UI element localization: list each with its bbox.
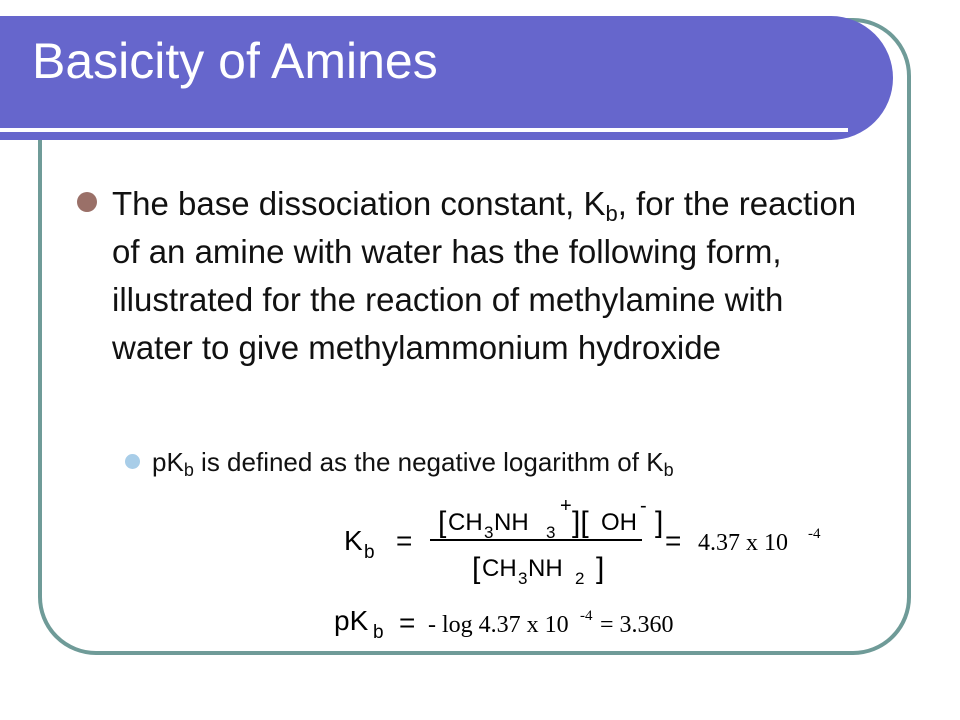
bullet1-text-a: The base dissociation constant, K [112,185,606,222]
eq1-num-bracket-close: ] [655,506,664,539]
bullet1-subscript: b [605,201,618,226]
bullet1-text-b: , for the reaction of an amine with water has the following form, illustrated for the reaction of methylamine with water to give methylammonium hydroxide [112,185,857,366]
equation-kb [344,495,821,588]
eq1-num-sub3a: 3 [484,523,494,542]
eq1-den-bracket-close: ] [596,552,605,585]
bullet2-subscript-1: b [183,460,194,480]
eq1-num-plus: + [560,495,572,517]
eq2-result: = 3.360 [594,612,674,638]
slide-title: Basicity of Amines [32,33,438,89]
eq2-equals: = [399,607,416,638]
eq2-pk: pK [334,605,369,636]
eq1-den-sub3: 3 [518,569,528,588]
eq1-num-sub3b: 3 [546,523,556,542]
eq1-num-bracket-open: [ [438,506,447,539]
eq1-den-sub2: 2 [575,569,585,588]
eq1-equals-2: = [665,525,682,556]
eq1-num-oh: OH [601,509,637,536]
eq1-k-sub: b [364,542,375,563]
eq1-den-nh: NH [528,555,563,582]
eq1-equals: = [396,525,413,556]
eq1-exponent: -4 [808,526,821,542]
eq1-value: 4.37 x 10 [698,530,788,556]
eq1-num-ch: CH [448,509,483,536]
eq1-den-ch: CH [482,555,517,582]
eq1-k: K [344,525,363,556]
eq1-num-minus: - [640,495,647,517]
eq1-den-bracket-open: [ [472,552,481,585]
equation-pkb [334,605,674,643]
eq1-num-brackets-mid: ][ [572,506,589,539]
bullet2-middle: is defined as the negative logarithm of K [193,447,664,477]
bullet2-prefix: pK [152,447,184,477]
eq1-num-nh: NH [494,509,529,536]
eq2-exponent: -4 [580,608,593,624]
eq2-expression: - log 4.37 x 10 [428,612,569,638]
eq2-pk-sub: b [373,622,384,643]
bullet2-subscript-2: b [663,460,674,480]
